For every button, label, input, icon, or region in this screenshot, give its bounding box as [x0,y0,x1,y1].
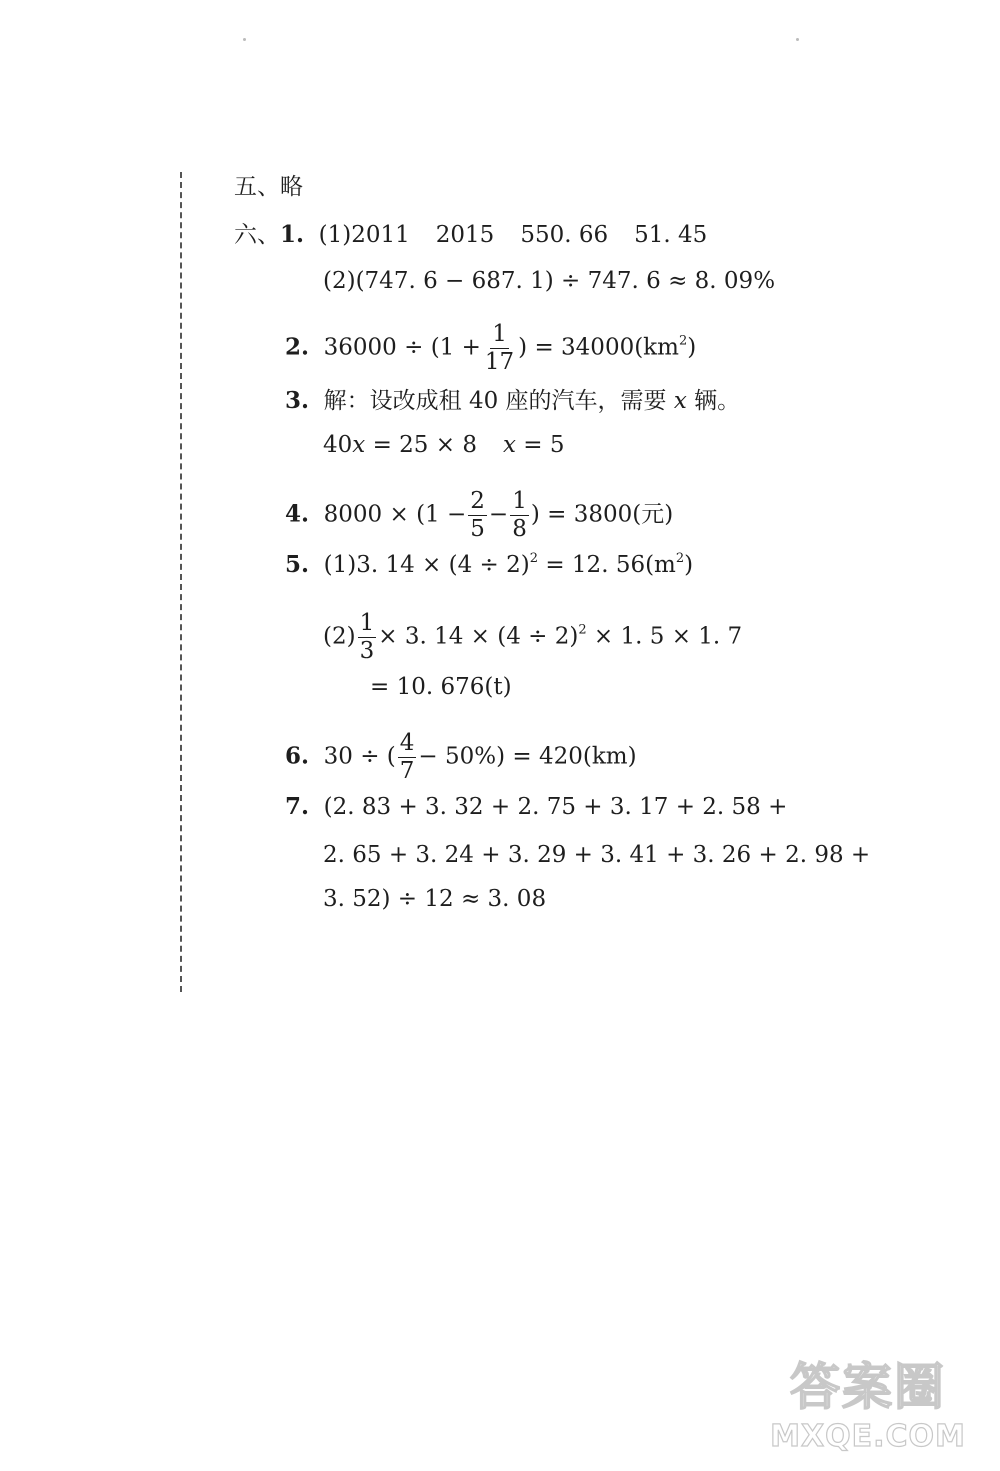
answer-text: 2. 65 + 3. 24 + 3. 29 + 3. 41 + 3. 26 + 2. 98 + [323,842,871,868]
question-7-line-1 [285,792,787,822]
answer-text: 8000 × (1 − [323,501,467,528]
answer-text: 3. 52) ÷ 12 ≈ 3. 08 [323,886,547,912]
answer-text: − 50%) = 420(km) [418,743,637,770]
scan-speck [796,38,799,41]
question-3-line-1 [285,386,740,416]
answer-text: (2)(747. 6 − 687. 1) ÷ 747. 6 ≈ 8. 09% [323,268,776,294]
answer-text: ) = 3800(元) [530,501,674,528]
watermark-top: 答案圈 [790,1358,946,1416]
answer-text: × 3. 14 × (4 ÷ 2) [378,623,579,650]
answer-text: ) [687,334,697,361]
answer-text: = 5 [515,432,565,458]
answer-text: 30 ÷ ( [323,743,396,770]
question-1-line-2 [323,266,775,296]
answer-text: (2. 83 + 3. 32 + 2. 75 + 3. 17 + 2. 58 + [323,794,788,820]
section-5 [234,172,303,202]
answer-text: = 12. 56(m [538,552,676,578]
question-5-line-3 [370,672,512,702]
section-5-text: 略 [280,174,303,200]
question-number: 6. [285,742,310,770]
exponent: 2 [675,551,685,566]
question-5-line-2 [323,612,742,663]
answer-text: ) = 34000(km [518,334,679,361]
watermark-bottom: MXQE.COM [770,1419,966,1454]
answer-text: 40 [323,432,353,458]
variable: x [352,432,366,458]
answer-text: ) [684,552,694,578]
section-6-label: 六、 [234,222,280,248]
question-number: 7. [285,793,310,820]
answer-text: 解：设改成租 40 座的汽车，需要 [323,388,667,414]
question-7-line-3 [323,884,546,914]
binding-dotted-line [180,172,182,992]
question-7-line-2 [323,840,870,870]
watermark-logo [758,1347,978,1457]
answer-text: = 10. 676(t) [370,674,512,700]
answer-text: (2) [323,623,356,650]
question-number: 1. [280,221,305,248]
answer-text: 辆。 [694,388,741,414]
answer-text: 550. 66 [520,222,609,248]
answer-text: 2015 [435,222,495,248]
section-5-label: 五、 [234,174,280,200]
question-6 [285,732,637,783]
variable: x [502,432,516,458]
answer-text: 36000 ÷ (1 + [323,334,481,361]
fraction: $\frac{4}{7}$ [399,730,415,784]
fraction: $\frac{2}{5}$ [470,488,485,542]
exponent: 2 [678,333,688,349]
answer-text: − [488,501,509,528]
fraction: $\frac{1}{3}$ [359,610,375,664]
scan-speck [243,38,246,41]
exponent: 2 [529,551,539,566]
answer-text: (1)3. 14 × (4 ÷ 2) [323,552,530,578]
answer-text: 51. 45 [634,222,708,248]
exponent: 2 [578,622,587,638]
variable: x [673,388,687,414]
answer-text: × 1. 5 × 1. 7 [586,623,743,650]
question-1-line-1 [234,220,707,250]
question-2 [285,323,696,374]
answer-text: = 25 × 8 [365,432,477,458]
fraction: $\frac{1}{17}$ [484,321,515,375]
question-number: 3. [285,387,310,414]
question-4 [285,490,673,541]
question-number: 2. [285,333,310,361]
question-3-line-2 [323,430,564,460]
question-number: 4. [285,500,310,528]
answer-text: (1)2011 [318,222,410,248]
question-5-line-1 [285,550,693,580]
question-number: 5. [285,551,310,578]
fraction: $\frac{1}{8}$ [512,488,527,542]
